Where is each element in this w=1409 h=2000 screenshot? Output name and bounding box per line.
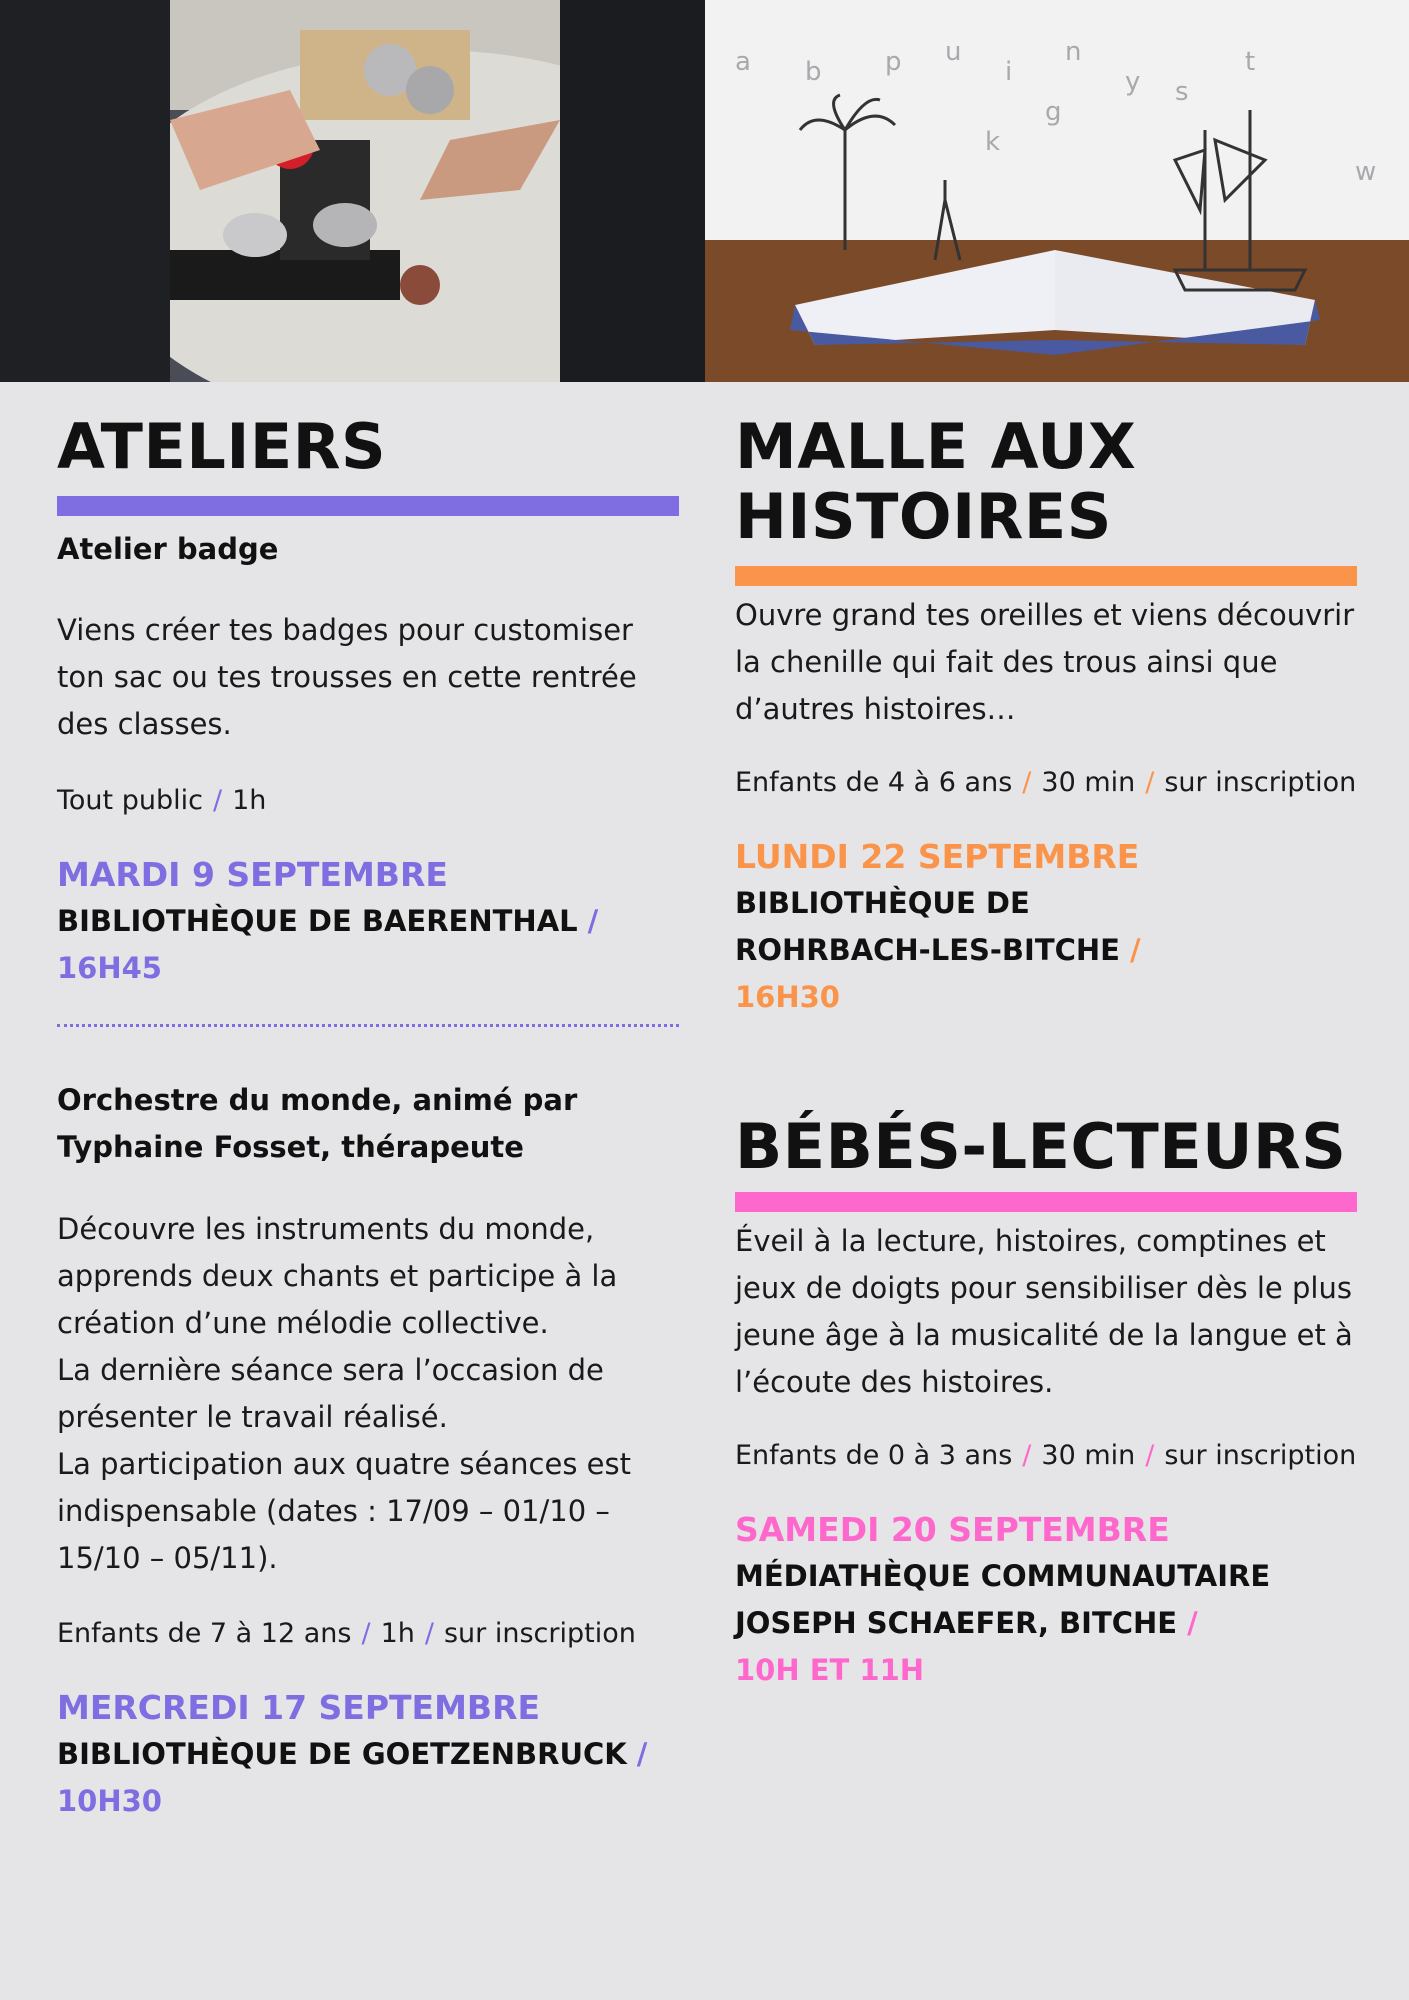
malle-place-line1: BIBLIOTHÈQUE DE xyxy=(735,886,1030,920)
bebes-place-line2 xyxy=(735,1600,1357,1647)
duration: 30 min xyxy=(1041,1440,1136,1471)
malle-accent-bar xyxy=(735,566,1357,586)
orchestre-time: 10H30 xyxy=(57,1784,162,1818)
orchestre-info xyxy=(57,1614,679,1654)
separator: / xyxy=(1187,1606,1198,1640)
atelier-badge-info xyxy=(57,781,679,821)
separator: / xyxy=(1022,1440,1032,1471)
orchestre-place xyxy=(57,1731,679,1778)
duration: 30 min xyxy=(1041,767,1136,798)
bebes-info xyxy=(735,1436,1357,1476)
malle-description: Ouvre grand tes oreilles et viens découvrir la chenille qui fait des trous ainsi que d’autres histoires… xyxy=(735,598,1355,726)
svg-text:a: a xyxy=(735,47,751,77)
registration: sur inscription xyxy=(1164,767,1357,798)
bebes-time: 10H ET 11H xyxy=(735,1653,925,1687)
audience: Tout public xyxy=(57,785,203,816)
atelier-badge-subtitle: Atelier badge xyxy=(57,532,279,566)
svg-text:y: y xyxy=(1125,67,1141,97)
separator: / xyxy=(636,1737,648,1771)
dotted-divider xyxy=(57,1024,679,1027)
malle-section xyxy=(735,412,1357,1021)
separator: / xyxy=(212,785,223,816)
duration: 1h xyxy=(232,785,267,816)
bebes-description: Éveil à la lecture, histoires, comptines et jeux de doigts pour sensibiliser dès le plus jeune âge à la musicalité de la langue et à l’écoute des histoires. xyxy=(735,1224,1353,1399)
duration: 1h xyxy=(380,1618,415,1649)
malle-title-line2: HISTOIRES xyxy=(735,480,1112,553)
malle-time: 16H30 xyxy=(735,980,840,1014)
svg-text:w: w xyxy=(1355,157,1377,187)
malle-date: LUNDI 22 SEPTEMBRE xyxy=(735,837,1140,876)
audience: Enfants de 7 à 12 ans xyxy=(57,1618,352,1649)
ateliers-title: ATELIERS xyxy=(57,410,387,483)
atelier-badge-date: MARDI 9 SEPTEMBRE xyxy=(57,855,448,894)
separator: / xyxy=(1129,933,1141,967)
place-name: BIBLIOTHÈQUE DE GOETZENBRUCK xyxy=(57,1737,627,1771)
malle-title-line1: MALLE AUX xyxy=(735,410,1137,483)
audience: Enfants de 4 à 6 ans xyxy=(735,767,1013,798)
svg-text:u: u xyxy=(945,37,962,67)
separator: / xyxy=(424,1618,434,1649)
place-name: JOSEPH SCHAEFER, BITCHE xyxy=(735,1606,1178,1640)
registration: sur inscription xyxy=(1164,1440,1357,1471)
orchestre-subtitle-line2: Typhaine Fosset, thérapeute xyxy=(57,1130,524,1164)
separator: / xyxy=(1022,767,1032,798)
svg-text:n: n xyxy=(1065,37,1082,67)
bebes-accent-bar xyxy=(735,1192,1357,1212)
place-name: BIBLIOTHÈQUE DE BAERENTHAL xyxy=(57,904,578,938)
svg-text:g: g xyxy=(1045,97,1062,127)
svg-text:k: k xyxy=(985,127,1001,157)
bebes-date: SAMEDI 20 SEPTEMBRE xyxy=(735,1510,1170,1549)
svg-text:s: s xyxy=(1175,77,1189,107)
orchestre-description-2: La dernière séance sera l’occasion de présenter le travail réalisé. xyxy=(57,1353,604,1434)
separator: / xyxy=(361,1618,371,1649)
place-name: ROHRBACH-LES-BITCHE xyxy=(735,933,1120,967)
orchestre-description-1: Découvre les instruments du monde, apprends deux chants et participe à la création d’une mélodie collective. xyxy=(57,1212,618,1340)
svg-text:b: b xyxy=(805,57,822,87)
malle-info xyxy=(735,763,1357,803)
orchestre-subtitle-line1: Orchestre du monde, animé par xyxy=(57,1083,578,1117)
bebes-section xyxy=(735,1112,1357,1694)
ateliers-section xyxy=(57,412,679,1825)
svg-text:i: i xyxy=(1005,57,1013,87)
bebes-place-line1: MÉDIATHÈQUE COMMUNAUTAIRE xyxy=(735,1559,1271,1593)
separator: / xyxy=(1145,1440,1155,1471)
orchestre-date: MERCREDI 17 SEPTEMBRE xyxy=(57,1688,541,1727)
bebes-title: BÉBÉS-LECTEURS xyxy=(735,1110,1347,1183)
svg-text:t: t xyxy=(1245,47,1256,77)
svg-text:p: p xyxy=(885,47,902,77)
atelier-badge-description: Viens créer tes badges pour customiser ton sac ou tes trousses en cette rentrée des classes. xyxy=(57,613,637,741)
storybook-illustration xyxy=(705,0,1409,382)
badge-making-illustration xyxy=(0,0,705,382)
audience: Enfants de 0 à 3 ans xyxy=(735,1440,1013,1471)
registration: sur inscription xyxy=(443,1618,636,1649)
orchestre-description-3: La participation aux quatre séances est indispensable (dates : 17/09 – 01/10 – 15/10 – 05/11). xyxy=(57,1447,631,1575)
malle-place-line2 xyxy=(735,927,1357,974)
atelier-badge-time: 16H45 xyxy=(57,951,162,985)
separator: / xyxy=(1145,767,1155,798)
separator: / xyxy=(587,904,599,938)
atelier-badge-place xyxy=(57,898,679,945)
badge-making-photo xyxy=(0,0,705,382)
ateliers-accent-bar xyxy=(57,496,679,516)
open-storybook-photo xyxy=(705,0,1409,382)
